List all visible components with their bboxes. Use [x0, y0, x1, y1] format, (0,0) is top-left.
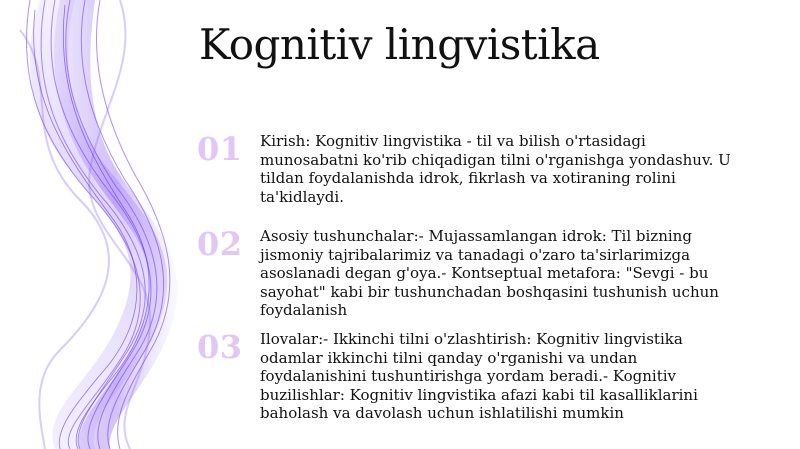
page-title: Kognitiv lingvistika [199, 20, 600, 69]
item-number: 03 [197, 328, 243, 366]
item-number: 01 [197, 130, 243, 168]
item-text: Ilovalar:- Ikkinchi tilni o'zlashtirish: Kognitiv lingvistika odamlar ikkinchi tilni qanday o'rganishi va undan foydalanishini tushuntirishga yordam beradi.- Kognitiv buzilishlar: Kognitiv lingvistika afazi kabi til kasalliklarini baholash va davolash uchun ishlatilishi mumkin [260, 330, 698, 422]
item-text: Asosiy tushunchalar:- Mujassamlangan idrok: Til bizning jismoniy tajribalarimiz va tanadagi o'zaro ta'sirlarimizga asoslanadi degan g'oya.- Kontseptual metafora: "Sevgi - bu sayohat" kabi bir tushunchadan boshqasini tushunish uchun foydalanish [260, 227, 719, 319]
item-text: Kirish: Kognitiv lingvistika - til va bilish o'rtasidagi munosabatni ko'rib chiqadigan tilni o'rganishga yondashuv. U tildan foydalanishda idrok, fikrlash va xotiraning rolini ta'kidlaydi. [260, 132, 731, 206]
purple-smoke-ribbon-decoration [0, 0, 200, 449]
item-number: 02 [197, 225, 243, 263]
